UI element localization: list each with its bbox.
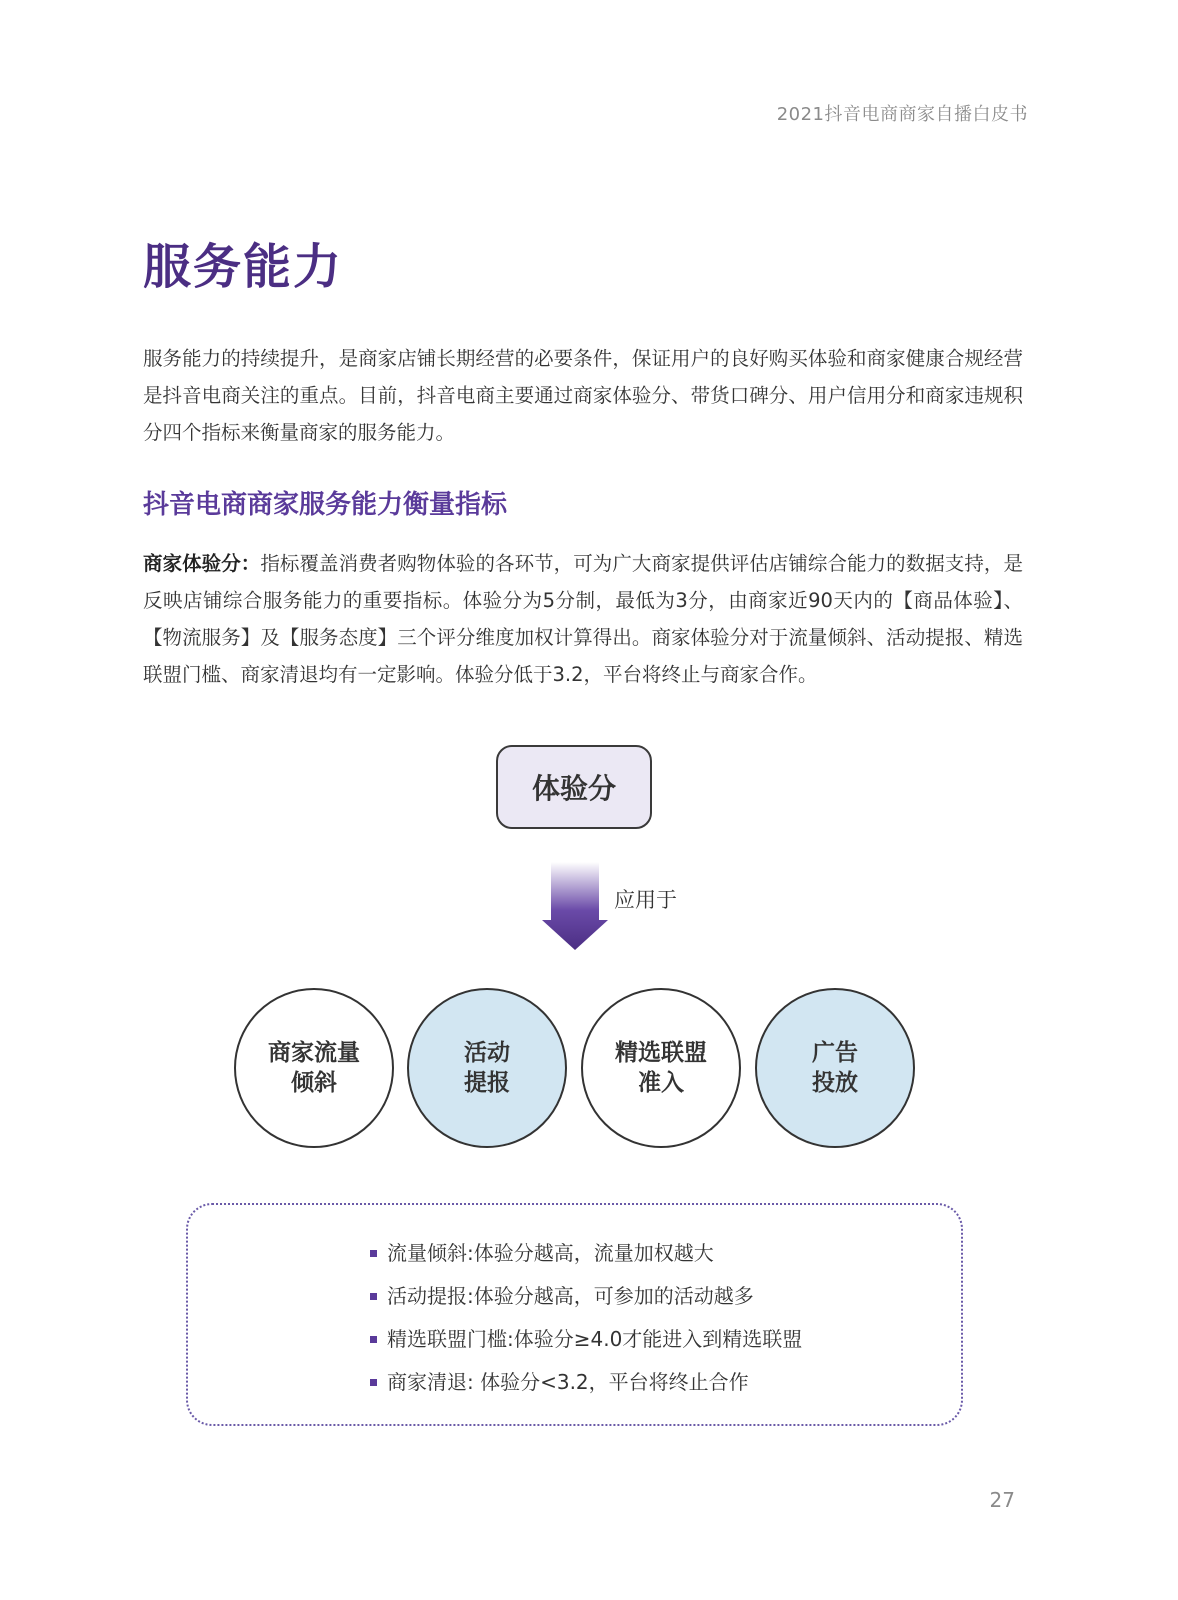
circle-line: 提报 bbox=[464, 1070, 510, 1096]
square-bullet-icon bbox=[370, 1379, 377, 1386]
circle-line: 准入 bbox=[638, 1070, 684, 1096]
intro-paragraph: 服务能力的持续提升，是商家店铺长期经营的必要条件，保证用户的良好购买体验和商家健康合规经营是抖音电商关注的重点。目前，抖音电商主要通过商家体验分、带货口碑分、用户信用分和商家违规积分四个指标来衡量商家的服务能力。 bbox=[143, 347, 1023, 444]
square-bullet-icon bbox=[370, 1250, 377, 1257]
circle-line: 投放 bbox=[812, 1070, 858, 1096]
square-bullet-icon bbox=[370, 1293, 377, 1300]
circle-ad-placement bbox=[755, 988, 915, 1148]
down-arrow-icon bbox=[542, 862, 608, 950]
circle-line: 广告 bbox=[812, 1040, 858, 1066]
note-item bbox=[370, 1325, 802, 1368]
notes-list bbox=[370, 1239, 802, 1411]
square-bullet-icon bbox=[370, 1336, 377, 1343]
experience-score-box: 体验分 bbox=[496, 745, 652, 829]
section-heading: 抖音电商商家服务能力衡量指标 bbox=[143, 490, 508, 520]
note-text: 流量倾斜:体验分越高，流量加权越大 bbox=[387, 1241, 714, 1265]
page-number: 27 bbox=[989, 1488, 1015, 1512]
circle-line: 活动 bbox=[464, 1040, 510, 1066]
note-item bbox=[370, 1282, 802, 1325]
paragraph-lead: 商家体验分： bbox=[143, 552, 261, 575]
circle-line: 倾斜 bbox=[291, 1070, 337, 1096]
circle-line: 商家流量 bbox=[268, 1040, 360, 1066]
running-header: 2021抖音电商商家自播白皮书 bbox=[776, 104, 1028, 125]
experience-score-paragraph bbox=[143, 545, 1023, 693]
paragraph-text: 指标覆盖消费者购物体验的各环节，可为广大商家提供评估店铺综合能力的数据支持，是反映店铺综合服务能力的重要指标。体验分为5分制，最低为3分，由商家近90天内的【商品体验】、【物流服务】及【服务态度】三个评分维度加权计算得出。商家体验分对于流量倾斜、活动提报、精选联盟门槛、商家清退均有一定影响。体验分低于3.2，平台将终止与商家合作。 bbox=[143, 552, 1023, 686]
circle-alliance-access bbox=[581, 988, 741, 1148]
note-text: 活动提报:体验分越高，可参加的活动越多 bbox=[387, 1284, 754, 1308]
note-text: 商家清退: 体验分<3.2，平台将终止合作 bbox=[387, 1370, 749, 1394]
note-text: 精选联盟门槛:体验分≥4.0才能进入到精选联盟 bbox=[387, 1327, 803, 1351]
notes-box bbox=[186, 1203, 963, 1426]
note-item bbox=[370, 1368, 802, 1411]
arrow-label: 应用于 bbox=[614, 888, 677, 912]
page-title: 服务能力 bbox=[143, 239, 344, 295]
circle-traffic-tilt bbox=[234, 988, 394, 1148]
circle-activity-signup bbox=[407, 988, 567, 1148]
circle-line: 精选联盟 bbox=[615, 1040, 707, 1066]
note-item bbox=[370, 1239, 802, 1282]
